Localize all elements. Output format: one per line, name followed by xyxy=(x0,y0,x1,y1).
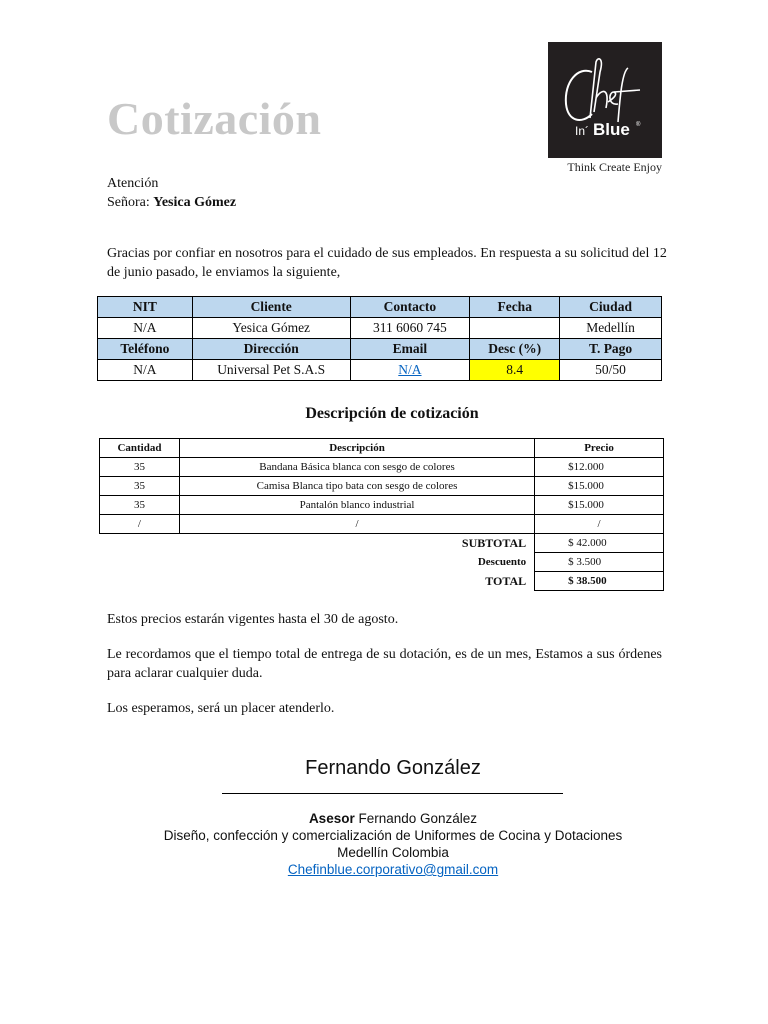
total-label: TOTAL xyxy=(485,573,527,588)
direccion-value: Universal Pet S.A.S xyxy=(192,360,350,381)
attention-block xyxy=(107,174,236,212)
total-value: $ 38.500 xyxy=(535,572,664,591)
header-fecha: Fecha xyxy=(470,297,560,318)
chef-in-blue-logo xyxy=(548,42,662,158)
descuento-value: 8.4 xyxy=(470,360,560,381)
contact-email-link[interactable]: Chefinblue.corporativo@gmail.com xyxy=(287,862,499,877)
info-header-row xyxy=(98,297,662,318)
item-price: $12.000 xyxy=(535,458,664,477)
item-description: Pantalón blanco industrial xyxy=(179,496,534,515)
total-row xyxy=(100,572,664,591)
logo-tagline: Think Create Enjoy xyxy=(567,160,662,174)
item-quantity: / xyxy=(100,515,180,534)
item-description: Bandana Básica blanca con sesgo de colores xyxy=(179,458,534,477)
subtotal-label: SUBTOTAL xyxy=(461,535,527,550)
advisor-line xyxy=(0,810,768,827)
header-descripcion: Descripción xyxy=(179,439,534,458)
svg-text:In´: In´ xyxy=(575,124,590,138)
signature-line xyxy=(222,793,563,794)
ciudad-value: Medellín xyxy=(560,318,662,339)
signature-block xyxy=(0,810,768,878)
items-table xyxy=(99,438,664,591)
header-ciudad: Ciudad xyxy=(560,297,662,318)
table-row xyxy=(100,515,664,534)
company-description: Diseño, confección y comercialización de Uniformes de Cocina y Dotaciones xyxy=(163,828,623,843)
table-row xyxy=(100,458,664,477)
item-description: Camisa Blanca tipo bata con sesgo de colores xyxy=(179,477,534,496)
signature-name: Fernando González xyxy=(305,757,481,779)
contacto-value: 311 6060 745 xyxy=(350,318,470,339)
header-precio: Precio xyxy=(535,439,664,458)
item-quantity: 35 xyxy=(100,477,180,496)
header-email: Email xyxy=(350,339,470,360)
info-data-row xyxy=(98,318,662,339)
closing-paragraph: Los esperamos, será un placer atenderlo. xyxy=(107,701,335,716)
item-quantity: 35 xyxy=(100,496,180,515)
attention-label: Atención xyxy=(107,176,159,191)
header-tpago: T. Pago xyxy=(560,339,662,360)
section-title: Descripción de cotización xyxy=(305,405,479,422)
header-descuento: Desc (%) xyxy=(470,339,560,360)
cliente-value: Yesica Gómez xyxy=(192,318,350,339)
header-cliente: Cliente xyxy=(192,297,350,318)
item-price: / xyxy=(535,515,664,534)
svg-text:Blue: Blue xyxy=(593,120,630,139)
item-price: $15.000 xyxy=(535,496,664,515)
info-data-row-2 xyxy=(98,360,662,381)
table-row xyxy=(100,496,664,515)
item-price: $15.000 xyxy=(535,477,664,496)
client-info-table xyxy=(97,296,662,381)
item-description: / xyxy=(179,515,534,534)
header-contacto: Contacto xyxy=(350,297,470,318)
info-header-row-2 xyxy=(98,339,662,360)
recipient-name: Yesica Gómez xyxy=(153,195,237,210)
discount-value: $ 3.500 xyxy=(535,553,664,572)
svg-text:®: ® xyxy=(636,122,641,128)
salutation: Señora: xyxy=(107,195,150,210)
table-row xyxy=(100,477,664,496)
recipient-line xyxy=(107,193,236,212)
email-cell xyxy=(350,360,470,381)
company-location: Medellín Colombia xyxy=(337,845,449,860)
fecha-value xyxy=(470,318,560,339)
advisor-label: Asesor xyxy=(308,811,355,826)
advisor-name: Fernando González xyxy=(358,811,478,826)
discount-row xyxy=(100,553,664,572)
header-nit: NIT xyxy=(98,297,193,318)
validity-paragraph: Estos precios estarán vigentes hasta el 30 de agosto. xyxy=(107,612,399,627)
item-quantity: 35 xyxy=(100,458,180,477)
telefono-value: N/A xyxy=(98,360,193,381)
header-telefono: Teléfono xyxy=(98,339,193,360)
document-title: Cotización xyxy=(107,93,322,144)
header-cantidad: Cantidad xyxy=(100,439,180,458)
nit-value: N/A xyxy=(98,318,193,339)
subtotal-row xyxy=(100,534,664,553)
email-link[interactable]: N/A xyxy=(398,362,422,377)
subtotal-value: $ 42.000 xyxy=(535,534,664,553)
discount-label: Descuento xyxy=(477,556,527,568)
tpago-value: 50/50 xyxy=(560,360,662,381)
intro-paragraph: Gracias por confiar en nosotros para el cuidado de sus empleados. En respuesta a su solicitud del 12 de junio pasado, le enviamos la siguiente, xyxy=(107,246,667,280)
items-header-row xyxy=(100,439,664,458)
reminder-paragraph: Le recordamos que el tiempo total de entrega de su dotación, es de un mes, Estamos a sus órdenes para aclarar cualquier duda. xyxy=(107,647,662,681)
header-direccion: Dirección xyxy=(192,339,350,360)
